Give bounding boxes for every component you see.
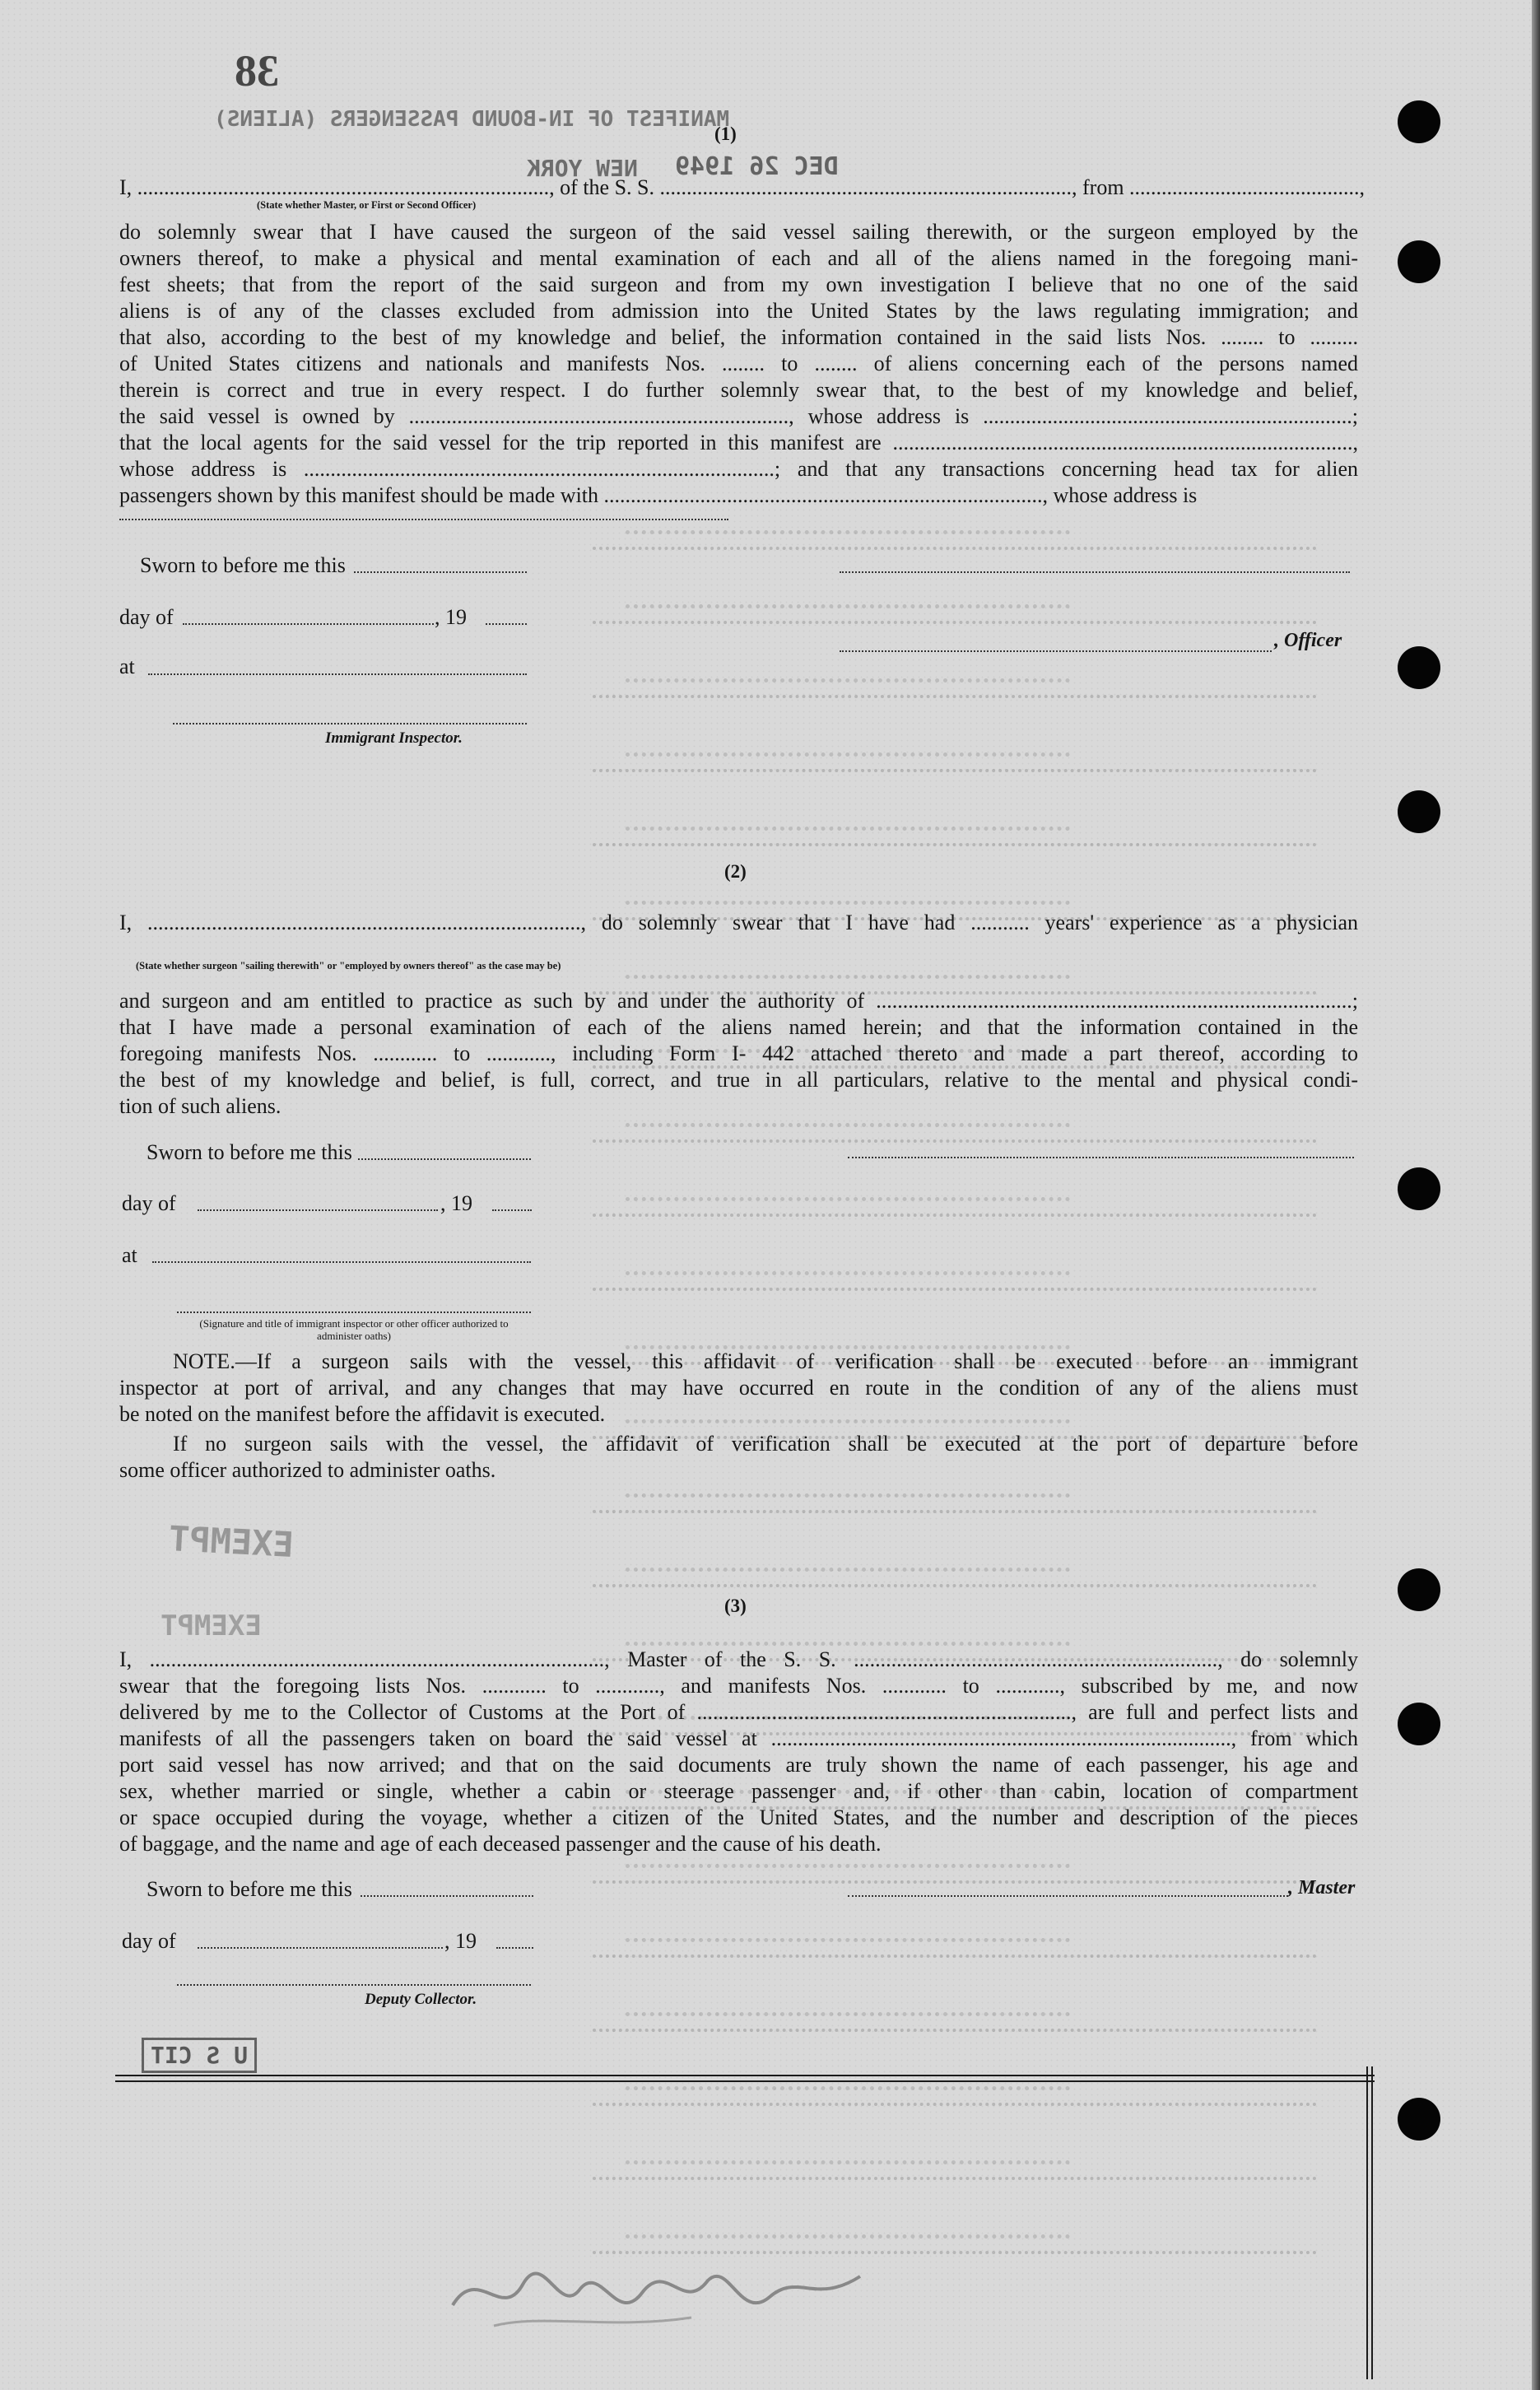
page-number: 38 (235, 46, 279, 96)
section-3-line: I, ....................................................................................., Master of the S. S. ...................................................................., do solemnly (119, 1647, 1358, 1671)
at-label: at (119, 655, 135, 678)
section-2-line: foregoing manifests Nos. ............ to ............, including Form I- 442 attached thereto and made a part thereof, according to (119, 1041, 1358, 1065)
page-edge-shadow (1532, 0, 1540, 2390)
master-signature-line (848, 1895, 1288, 1897)
binder-hole (1398, 240, 1440, 283)
section-2-number: (2) (724, 861, 747, 882)
section-1-line: therein is correct and true in every respect. I do further solemnly swear that, to the best of my knowledge and belief, (119, 378, 1358, 402)
note-line: some officer authorized to administer oaths. (119, 1458, 496, 1482)
signature-title-caption: (Signature and title of immigrant inspector or other officer authorized to administer oaths) (199, 1317, 509, 1342)
section-3-line: or space occupied during the voyage, whether a citizen of the United States, and the number and description of the pieces (119, 1805, 1358, 1829)
right-vertical-rule (1366, 2066, 1373, 2379)
binder-hole (1398, 1167, 1440, 1210)
sworn-label: Sworn to before me this (147, 1140, 352, 1164)
section-1-line: that also, according to the best of my knowledge and belief, the information contained in the said lists Nos. ........ to ......... (119, 325, 1358, 349)
year-label: , 19 (444, 1929, 477, 1953)
section-2-line: I, ................................................................................., do solemnly swear that I have had ........... years' experience as a physician (119, 911, 1358, 934)
sworn-date-line (358, 1158, 531, 1160)
master-label: , Master (1288, 1877, 1356, 1898)
section-3-line: swear that the foregoing lists Nos. ............ to ............, and manifests Nos. ............ to ............, subscribed by me, and now (119, 1674, 1358, 1698)
at-line (152, 1261, 531, 1263)
officer-label: , Officer (1274, 630, 1342, 651)
section-1-line: the said vessel is owned by ......................................................................., whose address is .....................................................................; (119, 404, 1358, 428)
day-of-label: day of (119, 605, 174, 629)
year-line (496, 1947, 533, 1949)
section-1-line: of United States citizens and nationals and manifests Nos. ........ to ........ of aliens concerning each of the persons named (119, 352, 1358, 375)
section-1-note: (State whether Master, or First or Second Officer) (257, 199, 477, 211)
section-1-line: I, ............................................................................., of the S. S. ............................................................................., from ..........................................., (119, 175, 1366, 199)
address-continuation-line (119, 519, 728, 520)
section-2-line: and surgeon and am entitled to practice as such by and under the authority of .........................................................................................; (119, 989, 1358, 1013)
section-3-line: sex, whether married or single, whether a cabin or steerage passenger and, if other than cabin, location of compartment (119, 1779, 1358, 1803)
officer-signature-line (840, 650, 1272, 652)
binder-hole (1398, 100, 1440, 143)
note-line: NOTE.—If a surgeon sails with the vessel, this affidavit of verification shall be executed before an immigrant (173, 1349, 1358, 1373)
sworn-date-line (361, 1895, 533, 1897)
section-1-line: that the local agents for the said vessel for the trip reported in this manifest are ......................................................................................, (119, 431, 1358, 454)
sworn-date-line (354, 571, 527, 573)
day-of-line (198, 1209, 438, 1211)
section-2-line: tion of such aliens. (119, 1094, 281, 1118)
officer-name-line (840, 571, 1350, 573)
ghost-place-stamp: NEW YORK (527, 155, 638, 182)
inspector-signature-line (173, 723, 527, 724)
binder-hole (1398, 1703, 1440, 1745)
deputy-collector-caption: Deputy Collector. (365, 1991, 477, 2008)
immigrant-inspector-caption: Immigrant Inspector. (325, 729, 463, 747)
at-label: at (122, 1243, 137, 1267)
section-2-line: that I have made a personal examination of each of the aliens named herein; and that the information contained in the (119, 1015, 1358, 1039)
section-3-number: (3) (724, 1596, 747, 1616)
year-line (492, 1209, 532, 1211)
section-3-line: of baggage, and the name and age of each deceased passenger and the cause of his death. (119, 1832, 882, 1856)
section-1-line: fest sheets; that from the report of the said surgeon and from my own investigation I believe that no one of the said (119, 273, 1358, 296)
section-3-line: delivered by me to the Collector of Customs at the Port of ......................................................................, are full and perfect lists and (119, 1700, 1358, 1724)
section-2-line: the best of my knowledge and belief, is full, correct, and true in all particulars, relative to the mental and physical condi- (119, 1068, 1358, 1092)
inspector-signature-line (177, 1311, 531, 1313)
exempt-stamp: EXEMPT (167, 1518, 295, 1565)
note-line: inspector at port of arrival, and any changes that may have occurred en route in the condition of any of the aliens must (119, 1376, 1358, 1400)
ghost-manifest-title: MANIFEST OF IN-BOUND PASSENGERS (ALIENS) (214, 107, 730, 132)
year-line (486, 623, 527, 625)
day-of-label: day of (122, 1191, 176, 1215)
day-of-line (183, 623, 434, 625)
binder-hole (1398, 1568, 1440, 1611)
section-1-line: whose address is ........................................................................................; and that any transactions concerning head tax for alien (119, 457, 1358, 481)
section-1-line: owners thereof, to make a physical and mental examination of each and all of the aliens named in the foregoing mani- (119, 246, 1358, 270)
sworn-label: Sworn to before me this (140, 553, 346, 577)
surgeon-signature-line (848, 1157, 1354, 1158)
note-line: be noted on the manifest before the affidavit is executed. (119, 1402, 606, 1426)
binder-hole (1398, 2098, 1440, 2141)
section-1-line: do solemnly swear that I have caused the surgeon of the said vessel sailing therewith, or the surgeon employed by the (119, 220, 1358, 244)
note-line: If no surgeon sails with the vessel, the affidavit of verification shall be executed at the port of departure before (173, 1432, 1358, 1456)
us-cit-box-stamp: U S CIT (142, 2038, 257, 2073)
day-of-label: day of (122, 1929, 176, 1953)
section-2-note: (State whether surgeon "sailing therewith" or "employed by owners thereof" as the case may be) (136, 960, 561, 971)
handwritten-signature-scrawl (444, 2248, 872, 2338)
binder-hole (1398, 790, 1440, 833)
at-line (148, 673, 527, 675)
day-of-line (198, 1947, 443, 1949)
binder-hole (1398, 646, 1440, 689)
section-3-line: port said vessel has now arrived; and that on the said documents are truly shown the name of each passenger, his age and (119, 1753, 1358, 1777)
sworn-label: Sworn to before me this (147, 1877, 352, 1901)
year-label: , 19 (440, 1191, 472, 1215)
section-3-line: manifests of all the passengers taken on board the said vessel at ......................................................................................, from which (119, 1726, 1358, 1750)
section-1-line: aliens is of any of the classes excluded from admission into the United States by the laws regulating immigration; and (119, 299, 1358, 323)
section-1-line: passengers shown by this manifest should be made with .................................................................................., whose address is (119, 483, 1198, 507)
exempt-stamp: EXEMPT (161, 1610, 262, 1642)
year-label: , 19 (435, 605, 467, 629)
bottom-rule (115, 2075, 1375, 2082)
ghost-date-stamp: DEC 26 1949 (675, 152, 839, 181)
collector-signature-line (177, 1984, 531, 1986)
section-1-number: (1) (714, 123, 737, 144)
